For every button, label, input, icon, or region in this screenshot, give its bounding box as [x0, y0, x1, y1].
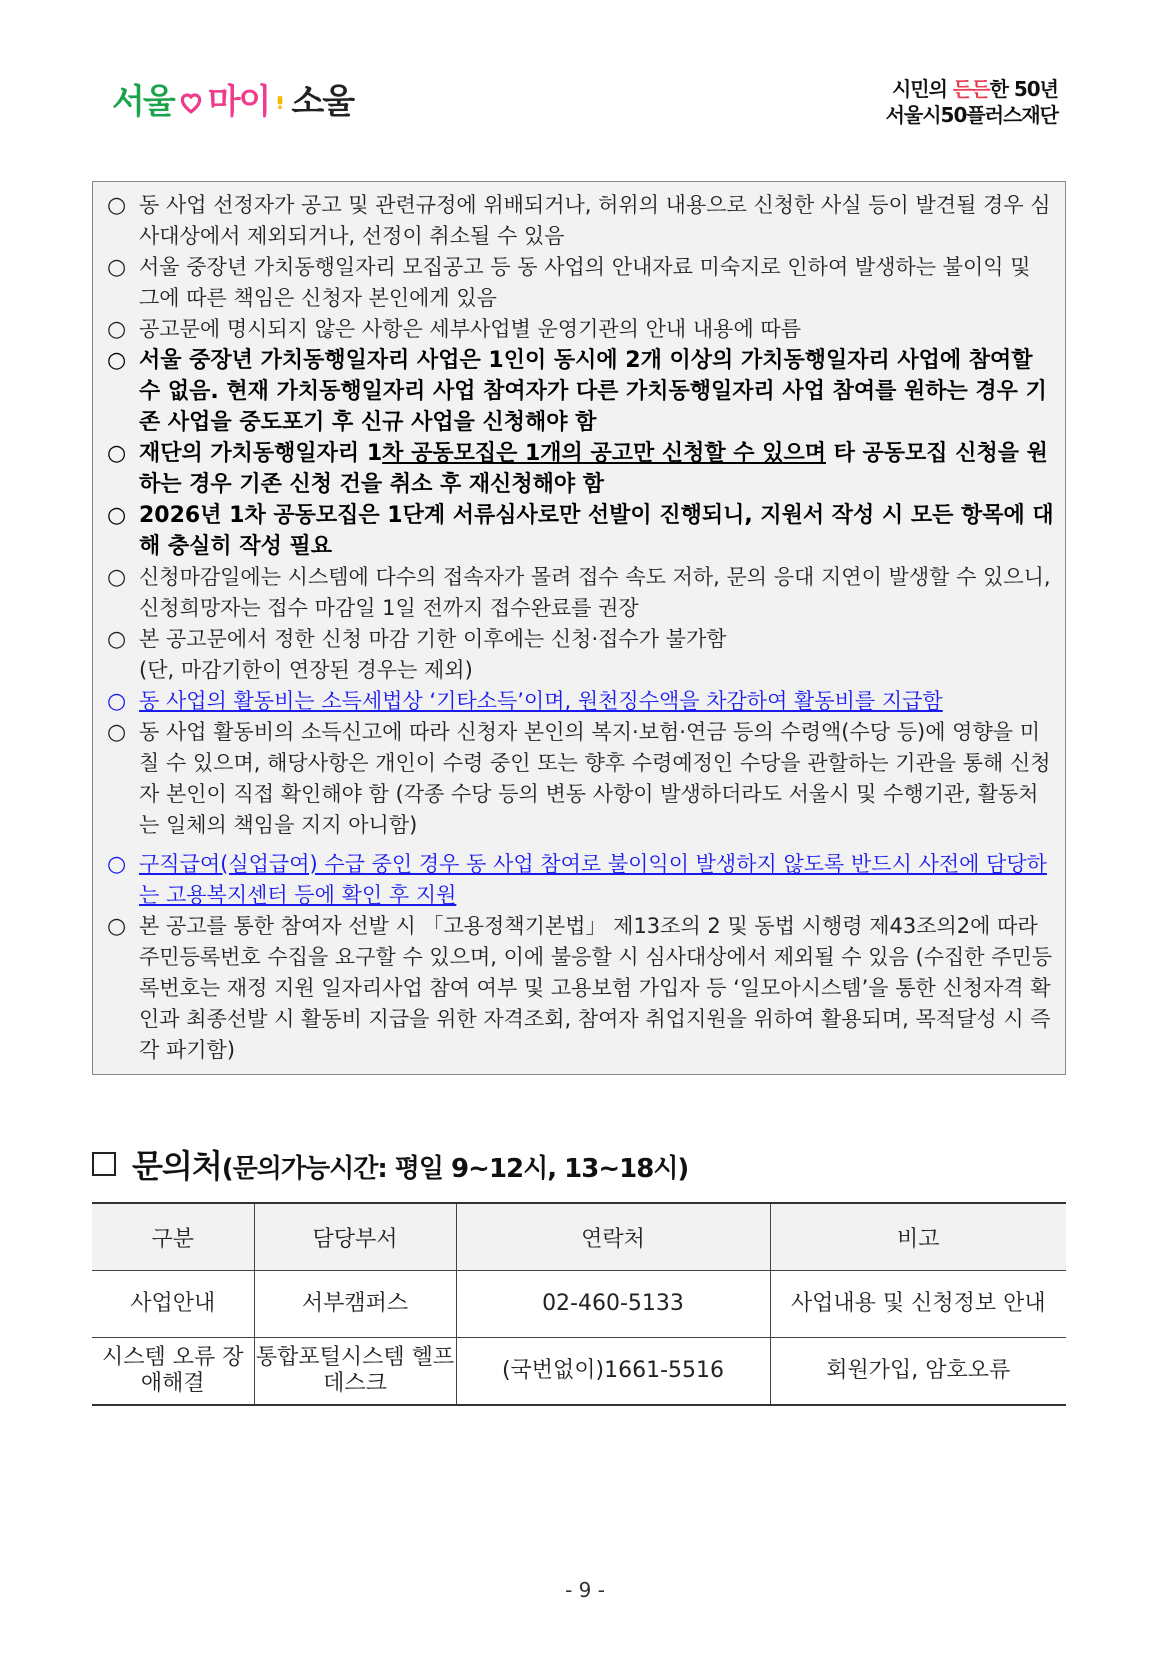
notice-item-bold: ○ 재단의 가치동행일자리 1차 공동모집은 1개의 공고만 신청할 수 있으며 타 공동모집 신청을 원하는 경우 기존 신청 건을 취소 후 재신청해야 함: [107, 441, 1048, 497]
notice-item: ○ 동 사업 선정자가 공고 및 관련규정에 위배되거나, 허위의 내용으로 신청한 사실 등이 발견될 경우 심사대상에서 제외되거나, 선정이 취소될 수 있음: [107, 193, 1051, 248]
notice-item: ○ 공고문에 명시되지 않은 사항은 세부사업별 운영기관의 안내 내용에 따름: [107, 317, 801, 342]
notice-item: ○ 동 사업 활동비의 소득신고에 따라 신청자 본인의 복지·보험·연금 등의 수령액(수당 등)에 영향을 미칠 수 있으며, 해당사항은 개인이 수령 중인 또는 향후 수령예정인 수당을 관할하는 기관을 통해 신청자 본인이 직접 확인해야 함 (각종 수당 등의 변동 사항이 발생하더라도 서울시 및 수행기관, 활동처는 일체의 책임을 지지 아니함): [107, 720, 1051, 837]
notice-box: [92, 181, 1066, 1075]
foundation-logo: [886, 76, 1058, 128]
notice-item: ○ 신청마감일에는 시스템에 다수의 접속자가 몰려 접수 속도 저하, 문의 응대 지연이 발생할 수 있으니, 신청희망자는 접수 마감일 1일 전까지 접수완료를 권장: [107, 565, 1051, 620]
notice-note: (단, 마감기한이 연장된 경우는 제외): [139, 658, 473, 682]
contact-title: 문의처: [132, 1147, 222, 1185]
table-cell: 사업안내: [92, 1271, 254, 1338]
contact-hours: (문의가능시간: 평일 9~12시, 13~18시): [221, 1154, 689, 1184]
notice-item: ○ 서울 중장년 가치동행일자리 모집공고 등 동 사업의 안내자료 미숙지로 인하여 발생하는 불이익 및 그에 따른 책임은 신청자 본인에게 있음: [107, 255, 1031, 310]
logo-seg-3: 소울: [291, 82, 354, 122]
foundation-slogan: 시민의 든든한 50년: [891, 77, 1058, 101]
heart-icon: [178, 89, 204, 115]
page-number: - 9 -: [565, 1578, 605, 1602]
notice-item-highlight: ○ 구직급여(실업급여) 수급 중인 경우 동 사업 참여로 불이익이 발생하지 않도록 반드시 사전에 담당하는 고용복지센터 등에 확인 후 지원: [107, 852, 1047, 907]
table-cell: 회원가입, 암호오류: [770, 1338, 1066, 1406]
table-cell: 사업내용 및 신청정보 안내: [770, 1271, 1066, 1338]
notice-item-bold: ○ 서울 중장년 가치동행일자리 사업은 1인이 동시에 2개 이상의 가치동행일자리 사업에 참여할 수 없음. 현재 가치동행일자리 사업 참여자가 다른 가치동행일자리 사업 참여를 원하는 경우 기존 사업을 중도포기 후 신규 사업을 신청해야 함: [107, 348, 1047, 435]
table-row: [92, 1271, 1066, 1338]
notice-item: ○ 본 공고문에서 정한 신청 마감 기한 이후에는 신청·접수가 불가함 (단, 마감기한이 연장된 경우는 제외): [107, 627, 727, 682]
col-header: 구분: [92, 1203, 254, 1271]
notice-item-bold: ○ 2026년 1차 공동모집은 1단계 서류심사로만 선발이 진행되니, 지원서 작성 시 모든 항목에 대해 충실히 작성 필요: [107, 503, 1054, 559]
col-header: 비고: [770, 1203, 1066, 1271]
contact-section-title: [92, 1141, 688, 1187]
table-cell: 서부캠퍼스: [254, 1271, 456, 1338]
contact-table: [92, 1202, 1066, 1406]
logo-seoul-my-soul: [112, 80, 353, 124]
col-header: 연락처: [456, 1203, 770, 1271]
checkbox-square-icon: [92, 1152, 116, 1176]
logo-seg-2: 마이: [207, 82, 270, 122]
notice-item: ○ 본 공고를 통한 참여자 선발 시 「고용정책기본법」 제13조의 2 및 동법 시행령 제43조의2에 따라 주민등록번호 수집을 요구할 수 있으며, 이에 불응할 시 심사대상에서 제외될 수 있음 (수집한 주민등록번호는 재정 지원 일자리사업 참여 여부 및 고용보험 가입자 등 ‘일모아시스템’을 통한 신청자격 확인과 최종선발 시 활동비 지급을 위한 자격조회, 참여자 취업지원을 위하여 활용되며, 목적달성 시 즉각 파기함): [107, 914, 1053, 1062]
table-cell: 02-460-5133: [456, 1271, 770, 1338]
table-cell: 통합포털시스템 헬프데스크: [254, 1338, 456, 1406]
table-header-row: [92, 1203, 1066, 1271]
table-cell: 시스템 오류 장애해결: [92, 1338, 254, 1406]
table-row: [92, 1338, 1066, 1406]
notice-item-highlight: ○ 동 사업의 활동비는 소득세법상 ‘기타소득’이며, 원천징수액을 차감하여 활동비를 지급함: [107, 689, 943, 714]
exclamation-icon: [273, 89, 287, 115]
logo-seg-1: 서울: [112, 82, 174, 122]
foundation-name: 서울시50플러스재단: [885, 103, 1058, 127]
table-cell: (국번없이)1661-5516: [456, 1338, 770, 1406]
col-header: 담당부서: [254, 1203, 456, 1271]
